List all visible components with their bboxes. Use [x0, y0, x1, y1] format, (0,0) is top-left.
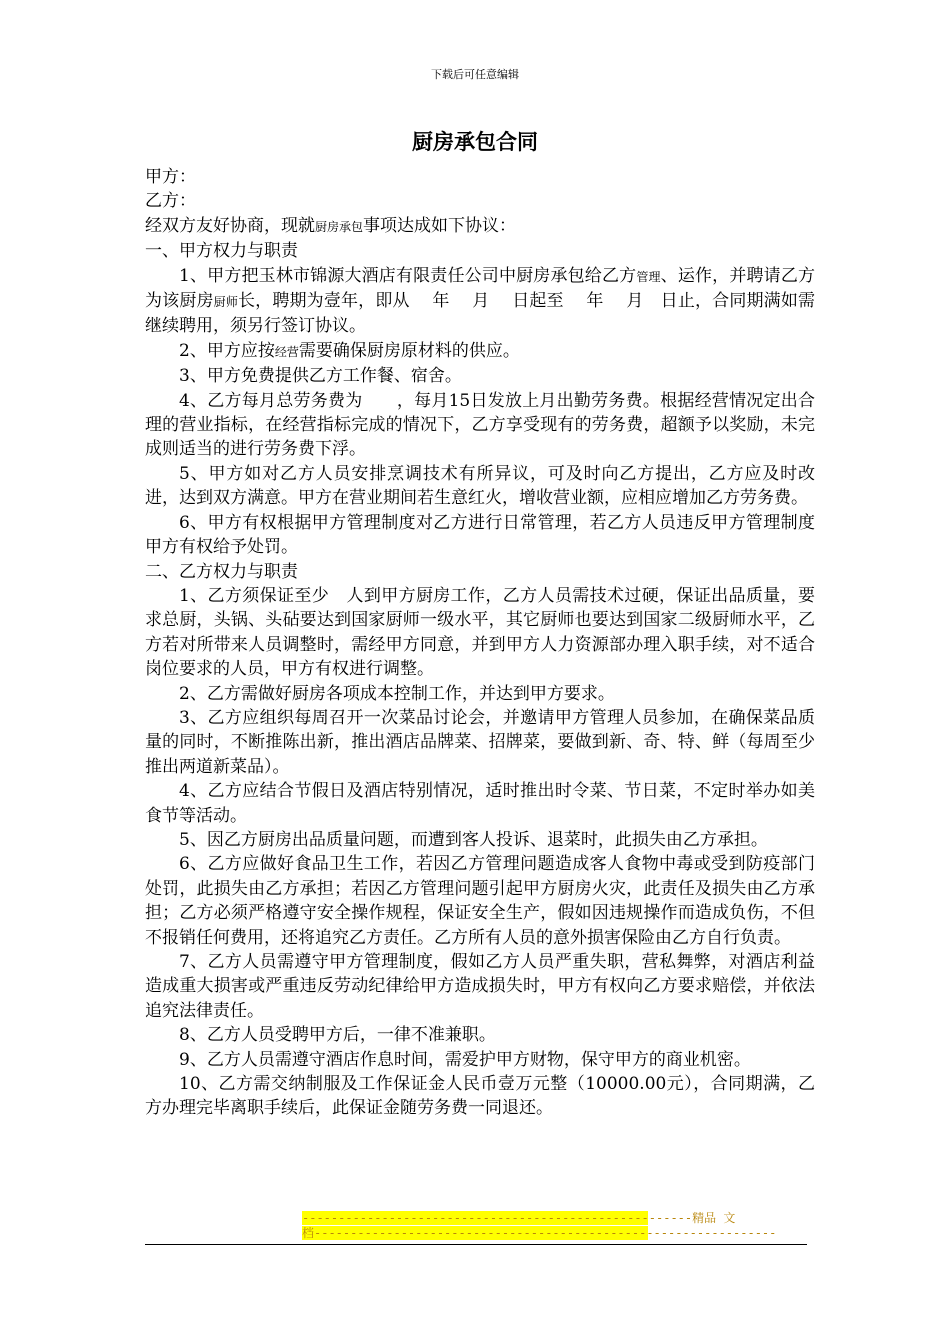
- document-title: 厨房承包合同: [412, 130, 538, 154]
- clause: 6、甲方有权根据甲方管理制度对乙方进行日常管理，若乙方人员违反甲方管理制度甲方有权给予处罚。: [145, 512, 815, 558]
- contract-body: [145, 165, 815, 1121]
- clause: 3、甲方免费提供乙方工作餐、宿舍。: [179, 366, 462, 387]
- section-heading: 一、甲方权力与职责: [145, 241, 298, 262]
- clause: 3、乙方应组织每周召开一次菜品讨论会，并邀请甲方管理人员参加，在确保菜品质量的同时，不断推陈出新，推出酒店品牌菜、招牌菜，要做到新、奇、特、鲜（每周至少推出两道新菜品）。: [145, 707, 815, 777]
- clause: 1、甲方把玉林市锦源大酒店有限责任公司中厨房承包给乙方管理、运作，并聘请乙方为该厨房厨师长，聘期为壹年，即从 年 月 日起至 年 月 日止，合同期满如需继续聘用，须另行签订协议。: [145, 265, 815, 337]
- clause: 6、乙方应做好食品卫生工作，若因乙方管理问题造成客人食物中毒或受到防疫部门处罚，此损失由乙方承担；若因乙方管理问题引起甲方厨房火灾，此责任及损失由乙方承担；乙方必须严格遵守安全操作规程，保证安全生产，假如因违规操作而造成负伤，不但不报销任何费用，还将追究乙方责任。乙方所有人员的意外损害保险由乙方自行负责。: [145, 854, 815, 948]
- clause: 5、因乙方厨房出品质量问题，而遭到客人投诉、退菜时，此损失由乙方承担。: [179, 829, 768, 850]
- clause: 8、乙方人员受聘甲方后，一律不准兼职。: [179, 1025, 496, 1046]
- section-heading: 二、乙方权力与职责: [145, 561, 298, 582]
- clause: 4、乙方每月总劳务费为 ，每月15日发放上月出勤劳务费。根据经营情况定出合理的营业指标，在经营指标完成的情况下，乙方享受现有的劳务费，超额予以奖励，未完成则适当的进行劳务费下浮。: [145, 390, 815, 460]
- clause: 5、甲方如对乙方人员安排烹调技术有所异议，可及时向乙方提出，乙方应及时改进，达到双方满意。甲方在营业期间若生意红火，增收营业额，应相应增加乙方劳务费。: [145, 463, 815, 509]
- clause: 7、乙方人员需遵守甲方管理制度，假如乙方人员严重失职，营私舞弊，对酒店利益造成重大损害或严重违反劳动纪律给甲方造成损失时，甲方有权向乙方要求赔偿，并依法追究法律责任。: [145, 952, 815, 1021]
- clause: 1、乙方须保证至少 人到甲方厨房工作，乙方人员需技术过硬，保证出品质量，要求总厨，头锅、头砧要达到国家厨师一级水平，其它厨师也要达到国家二级厨师水平，乙方若对所带来人员调整时，需经甲方同意，并到甲方人力资源部办理入职手续，对不适合岗位要求的人员，甲方有权进行调整。: [145, 585, 815, 680]
- party-b-line: 乙方：: [145, 191, 196, 212]
- footer-watermark-line-1: ------------------------------------------------------精品 文: [302, 1211, 736, 1225]
- clause: 2、乙方需做好厨房各项成本控制工作，并达到甲方要求。: [179, 683, 615, 704]
- footer-watermark-line-2: 档----------------------------------------------------------------: [302, 1226, 777, 1240]
- intro-line: 经双方友好协商，现就厨房承包事项达成如下协议：: [145, 215, 517, 236]
- clause: 10、乙方需交纳制服及工作保证金人民币壹万元整（10000.00元），合同期满，乙方办理完毕离职手续后，此保证金随劳务费一同退还。: [145, 1074, 815, 1119]
- header-note: 下载后可任意编辑: [431, 68, 519, 81]
- footer-divider: [145, 1244, 807, 1245]
- clause: 4、乙方应结合节假日及酒店特别情况，适时推出时令菜、节日菜，不定时举办如美食节等活动。: [145, 781, 815, 826]
- clause: 9、乙方人员需遵守酒店作息时间，需爱护甲方财物，保守甲方的商业机密。: [179, 1049, 751, 1070]
- clause: 2、甲方应按经营需要确保厨房原材料的供应。: [179, 340, 520, 361]
- party-a-line: 甲方：: [145, 167, 196, 187]
